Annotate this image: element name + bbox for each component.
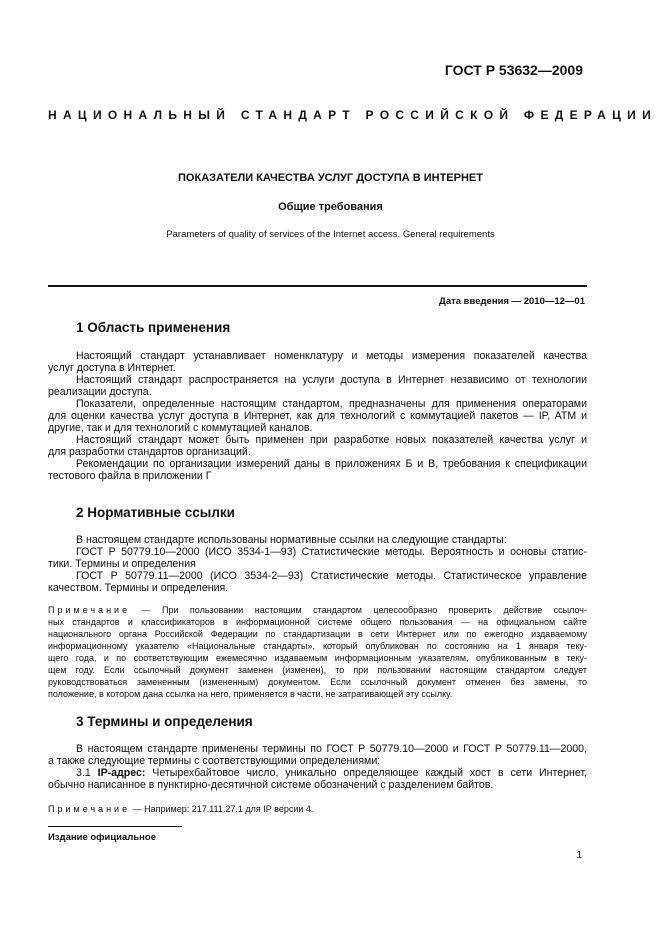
note-line: Примечание — При пользовании настоящим стандартом целесообразно проверить действие ссылоч- (48, 605, 587, 615)
section-3-body (48, 743, 587, 791)
paragraph-line: Настоящий стандарт может быть применен при разработке новых показателей качества услуг и (76, 434, 587, 446)
footer-divider (48, 826, 182, 827)
paragraph-line: тестового файла в приложении Г (48, 470, 212, 482)
paragraph-line: реализации доступа. (48, 386, 152, 398)
paragraph-line: ГОСТ Р 50779.11—2000 (ИСО 3534-2—93) Статистические методы. Статистическое управление (76, 570, 587, 582)
paragraph-line: В настоящем стандарте применены термины по ГОСТ Р 50779.10—2000 и ГОСТ Р 50779.11—2000, (76, 743, 587, 755)
paragraph-line: Показатели, определенные настоящим стандартом, предназначены для применения операторами (76, 398, 587, 410)
term-definition: Четырехбайтовое число, уникально определяющее каждый хост в сети Интернет, (145, 767, 587, 779)
official-edition-label: Издание официальное (48, 832, 156, 843)
introduction-date: Дата введения — 2010—12—01 (439, 296, 585, 307)
paragraph-line: В настоящем стандарте использованы нормативные ссылки на следующие стандарты: (76, 534, 507, 546)
section-2-body (48, 534, 587, 594)
term-definition-line (48, 767, 587, 779)
note-line: информационному указателю «Национальные стандарты», который опубликован по состоянию на 1 января теку- (48, 641, 587, 651)
paragraph-line: качеством. Термины и определения. (48, 582, 229, 594)
paragraph-line: ГОСТ Р 50779.10—2000 (ИСО 3534-1—93) Статистические методы. Вероятность и основы статис- (76, 546, 587, 558)
note-line: щего года, и по соответствующим ежемесячно издаваемым информационным указателям, опубликованным в теку- (48, 653, 587, 663)
paragraph-line: Настоящий стандарт устанавливает номенклатуру и методы измерения показателей качества (76, 350, 587, 362)
national-standard-banner: НАЦИОНАЛЬНЫЙ СТАНДАРТ РОССИЙСКОЙ ФЕДЕРАЦИИ (48, 108, 658, 122)
paragraph-line: для оценки качества услуг доступа в Интернет, как для технологий с коммутацией пакетов — IP, ATM и (48, 410, 587, 422)
section-1-body (48, 350, 587, 482)
document-subtitle: Общие требования (278, 201, 383, 213)
section-3-note (48, 803, 587, 815)
title-divider (48, 285, 587, 287)
term-name: IP-адрес: (97, 767, 146, 779)
note-line: Примечание — Например: 217.111.27.1 для IP версии 4. (48, 804, 314, 814)
section-3-heading: 3 Термины и определения (76, 714, 253, 729)
section-2-heading: 2 Нормативные ссылки (76, 505, 235, 520)
note-line: руководствоваться замененным (измененным) документом. Если ссылочный документ отменен без замены, то (48, 677, 587, 687)
paragraph-line: тики. Термины и определения (48, 558, 196, 570)
document-title: ПОКАЗАТЕЛИ КАЧЕСТВА УСЛУГ ДОСТУПА В ИНТЕРНЕТ (178, 172, 483, 184)
standard-code: ГОСТ Р 53632—2009 (444, 62, 583, 78)
paragraph-line: Настоящий стандарт распространяется на услуги доступа в Интернет независимо от технологии (76, 374, 587, 386)
section-1-heading: 1 Область применения (76, 320, 231, 335)
paragraph-line: другие, так и для технологий с коммутацией каналов. (48, 422, 313, 434)
note-line: щем году. Если ссылочный документ заменен (изменен), то при пользовании настоящим стандартом следует (48, 665, 587, 675)
english-title: Parameters of quality of services of the Internet access. General requirements (166, 229, 495, 240)
section-2-note (48, 604, 587, 700)
paragraph-line: обычно написанное в пунктирно-десятичной системе обозначений с разделением байтов. (48, 779, 494, 791)
paragraph-line: для разработки стандартов организаций. (48, 446, 251, 458)
note-label: Примечание (48, 605, 131, 615)
note-line: положение, в котором дана ссылка на него, применяется в части, не затрагивающей эту ссылку. (48, 689, 453, 699)
paragraph-line: а также следующие термины с соответствующими определениями: (48, 755, 381, 767)
note-label: Примечание (48, 804, 131, 814)
paragraph-line: Рекомендации по организации измерений даны в приложениях Б и В, требования к спецификации (76, 458, 587, 470)
note-line: ных стандартов и классификаторов в информационной системе общего пользования — на официальном сайте (48, 617, 587, 627)
note-line: национального органа Российской Федерации по стандартизации в сети Интернет или по ежегодно издаваемому (48, 629, 587, 639)
page-number: 1 (576, 850, 582, 861)
paragraph-line: услуг доступа в Интернет. (48, 362, 176, 374)
term-number: 3.1 (76, 767, 91, 779)
